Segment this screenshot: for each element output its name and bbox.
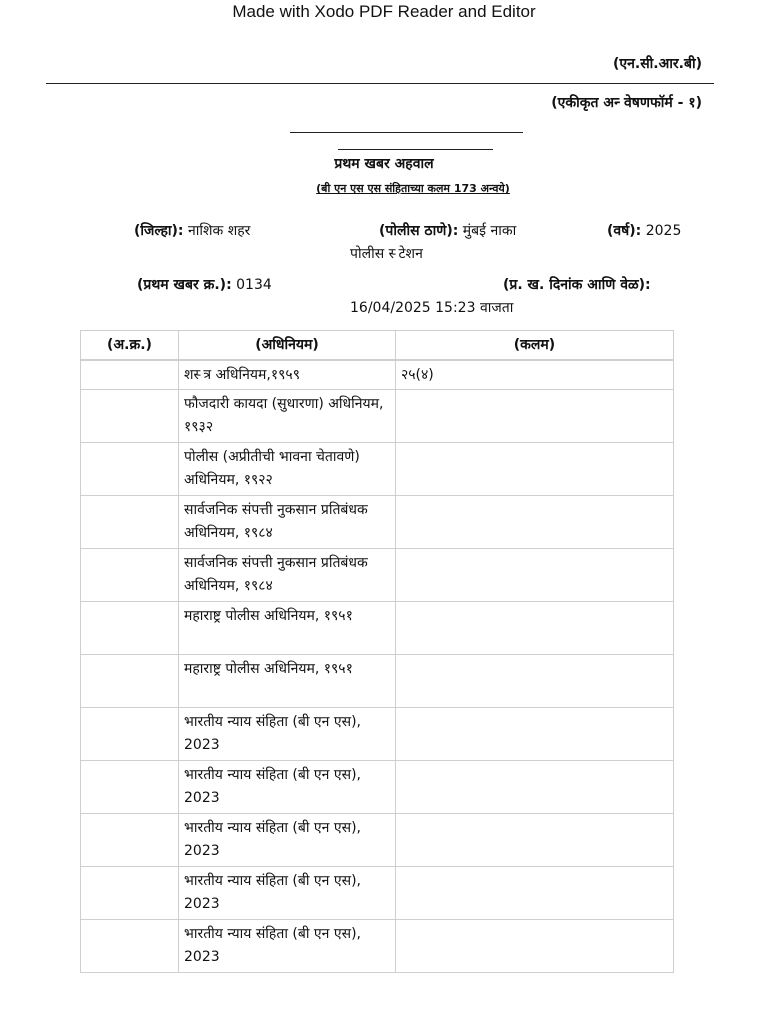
header-divider xyxy=(46,83,714,84)
station-value: मुंबई नाका xyxy=(462,223,517,239)
table-row xyxy=(81,708,674,761)
fir-date-value: 16/04/2025 15:23 वाजता xyxy=(350,300,514,316)
year-field xyxy=(607,221,681,240)
row-section xyxy=(396,496,674,549)
year-value: 2025 xyxy=(645,223,682,239)
ncrb-label: (एन.सी.आर.बी) xyxy=(612,56,702,72)
row-serial xyxy=(81,360,179,390)
table-row xyxy=(81,443,674,496)
row-section xyxy=(396,867,674,920)
row-section xyxy=(396,443,674,496)
station-label: (पोलीस ठाणे): xyxy=(379,223,459,239)
row-act: महाराष्ट्र पोलीस अधिनियम, १९५१ xyxy=(179,655,396,708)
blank-line-top xyxy=(290,132,523,133)
row-section xyxy=(396,814,674,867)
table-row xyxy=(81,761,674,814)
station-field xyxy=(379,221,516,240)
row-serial xyxy=(81,549,179,602)
row-act: भारतीय न्याय संहिता (बी एन एस), 2023 xyxy=(179,761,396,814)
row-serial xyxy=(81,443,179,496)
row-serial xyxy=(81,390,179,443)
row-section xyxy=(396,708,674,761)
row-section: २५(४) xyxy=(396,360,674,390)
row-act: भारतीय न्याय संहिता (बी एन एस), 2023 xyxy=(179,708,396,761)
table-row xyxy=(81,549,674,602)
blank-line-second xyxy=(338,149,493,150)
row-serial xyxy=(81,761,179,814)
row-section xyxy=(396,920,674,973)
row-act: पोलीस (अप्रीतीची भावना चेतावणे) अधिनियम, १९२२ xyxy=(179,443,396,496)
year-label: (वर्ष): xyxy=(607,223,642,239)
row-serial xyxy=(81,655,179,708)
fir-number-field xyxy=(137,275,272,294)
district-value: नाशिक शहर xyxy=(187,223,251,239)
row-act: भारतीय न्याय संहिता (बी एन एस), 2023 xyxy=(179,920,396,973)
table-row xyxy=(81,814,674,867)
table-row xyxy=(81,390,674,443)
row-serial xyxy=(81,496,179,549)
document-subtitle: (बी एन एस एस संहिताच्या कलम 173 अन्वये) xyxy=(316,182,510,195)
table-row xyxy=(81,496,674,549)
row-serial xyxy=(81,920,179,973)
row-section xyxy=(396,549,674,602)
row-serial xyxy=(81,708,179,761)
fir-date-label: (प्र. ख. दिनांक आणि वेळ): xyxy=(503,277,651,293)
form-name: (एकीकृत अन्‍ वेषणफॉर्म - १) xyxy=(551,95,702,111)
row-section xyxy=(396,390,674,443)
document-title: प्रथम खबर अहवाल xyxy=(334,156,434,172)
header-section: (कलम) xyxy=(396,331,674,361)
table-row xyxy=(81,655,674,708)
table-row xyxy=(81,920,674,973)
acts-table-header xyxy=(81,331,674,361)
row-section xyxy=(396,655,674,708)
row-act: भारतीय न्याय संहिता (बी एन एस), 2023 xyxy=(179,814,396,867)
row-section xyxy=(396,761,674,814)
row-act: महाराष्ट्र पोलीस अधिनियम, १९५१ xyxy=(179,602,396,655)
table-row xyxy=(81,602,674,655)
row-act: शस्‍ त्र अधिनियम,१९५९ xyxy=(179,360,396,390)
watermark-text: Made with Xodo PDF Reader and Editor xyxy=(232,2,536,21)
row-serial xyxy=(81,602,179,655)
row-serial xyxy=(81,814,179,867)
table-row xyxy=(81,867,674,920)
station-value-continued: पोलीस स्‍ टेशन xyxy=(350,246,423,262)
row-act: फौजदारी कायदा (सुधारणा) अधिनियम, १९३२ xyxy=(179,390,396,443)
acts-table xyxy=(80,330,674,973)
district-field xyxy=(134,221,250,240)
row-act: सार्वजनिक संपत्ती नुकसान प्रतिबंधक अधिनियम, १९८४ xyxy=(179,549,396,602)
row-act: सार्वजनिक संपत्ती नुकसान प्रतिबंधक अधिनियम, १९८४ xyxy=(179,496,396,549)
row-section xyxy=(396,602,674,655)
table-row xyxy=(81,360,674,390)
fir-number-value: 0134 xyxy=(236,277,272,293)
header-serial: (अ.क्र.) xyxy=(81,331,179,361)
header-act: (अधिनियम) xyxy=(179,331,396,361)
fir-number-label: (प्रथम खबर क्र.): xyxy=(137,277,232,293)
row-serial xyxy=(81,867,179,920)
district-label: (जिल्हा): xyxy=(134,223,184,239)
row-act: भारतीय न्याय संहिता (बी एन एस), 2023 xyxy=(179,867,396,920)
